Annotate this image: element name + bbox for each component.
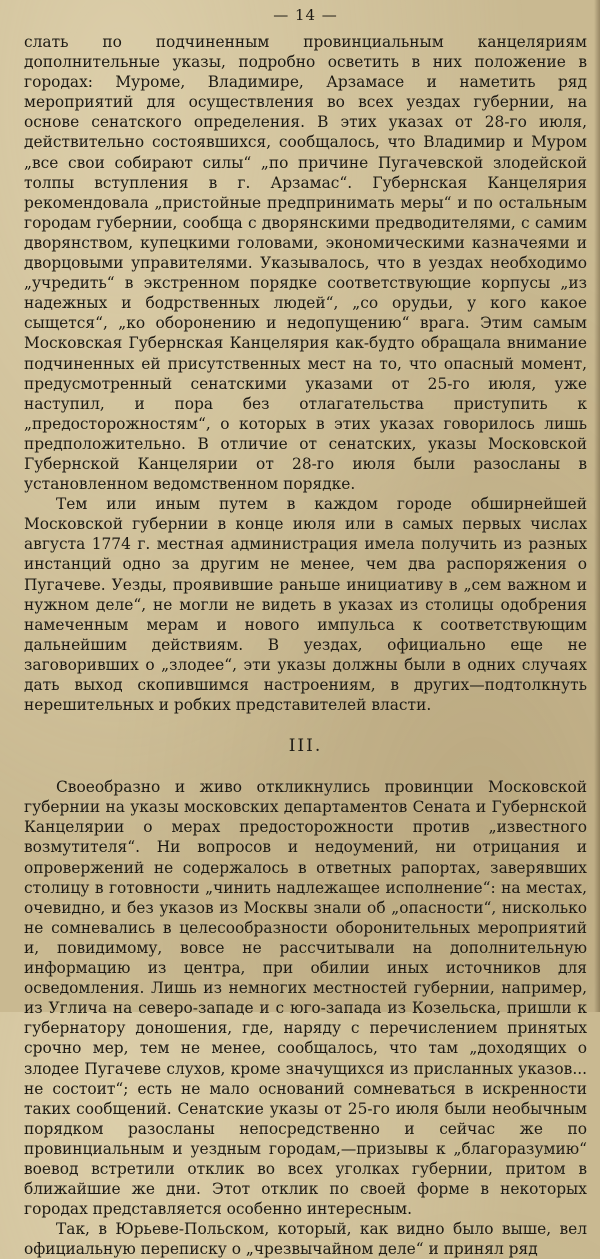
body-text-bottom (24, 777, 587, 1259)
page-number: — 14 — (273, 6, 338, 24)
body-text-top (24, 32, 587, 715)
paragraph-continued: слать по подчиненным провинциальным канцеляриям дополнительные указы, подробно осветить в них положение в городах: Муроме, Владимире, Арзамасе и наметить ряд мероприятий для осуществления во всех уездах губернии, на основе сенатского определения. В этих указах от 28-го июля, действительно состоявшихся, сообщалось, что Владимир и Муром „все свои собирают силы“ „по причине Пугачевской злодейской толпы вступления в г. Арзамас“. Губернская Канцелярия рекомендовала „пристойные предпринимать меры“ и по остальным городам губернии, сообща с дворянскими предводителями, с самим дворянством, купецкими головами, экономическими казначеями и дворцовыми управителями. Указывалось, что в уездах необходимо „учредить“ в экстренном порядке соответствующие корпусы „из надежных и бодрственных людей“, „со орудьи, у кого какое сыщется“, „ко оборонению и недопущению“ врага. Этим самым Московская Губернская Канцелярия как-будто обращала внимание подчиненных ей присутственных мест на то, что опасный момент, предусмотренный сенатскими указами от 25-го июля, уже наступил, и пора без отлагательства приступить к „предосторожностям“, о которых в этих указах говорилось лишь предположительно. В отличие от сенатских, указы Московской Губернской Канцелярии от 28-го июля были разосланы в установленном ведомственном порядке. (24, 33, 587, 494)
paragraph: Своеобразно и живо откликнулись провинции Московской губернии на указы московских департаментов Сената и Губернской Канцелярии о мерах предосторожности против „известного возмутителя“. Ни вопросов и недоумений, ни отрицания и опровержений не содержалось в ответных рапортах, заверявших столицу в готовности „чинить надлежащее исполнение“: на местах, очевидно, и без указов из Москвы знали об „опасности“, нисколько не сомневались в целесообразности оборонительных мероприятий и, повидимому, вовсе не рассчитывали на дополнительную информацию из центра, при обилии иных источников для осведомления. Лишь из немногих местностей губернии, например, из Углича на северо-западе и с юго-запада из Козельска, пришли к губернатору доношения, где, наряду с перечислением принятых срочно мер, тем не менее, сообщалось, что там „доходящих о злодее Пугачеве слухов, кроме значущихся из присланных указов... не состоит“; есть не мало оснований сомневаться в искренности таких сообщений. Сенатские указы от 25-го июля были необычным порядком разосланы непосредственно и сейчас же по провинциальным и уездным городам,—призывы к „благоразумию“ воевод встретили отклик во всех уголках губернии, притом в ближайшие же дни. Этот отклик по своей форме в некоторых городах представляется особенно интересным. (24, 778, 587, 1219)
paragraph-continues: Так, в Юрьеве-Польском, который, как видно было выше, вел официальную переписку о „чрезвычайном деле“ и принял ряд (24, 1220, 587, 1259)
section-heading: III. (288, 736, 323, 757)
paragraph: Тем или иным путем в каждом городе обширнейшей Московской губернии в конце июля или в самых первых числах августа 1774 г. местная администрация имела получить из разных инстанций одно за другим не менее, чем два распоряжения о Пугачеве. Уезды, проявившие раньше инициативу в „сем важном и нужном деле“, не могли не видеть в указах из столицы одобрения намеченным мерам и нового импульса к соответствующим дальнейшим действиям. В уездах, официально еще не заговоривших о „злодее“, эти указы должны были в одних случаях дать выход скопившимся настроениям, в других—подтолкнуть нерешительных и робких представителей власти. (24, 495, 587, 715)
